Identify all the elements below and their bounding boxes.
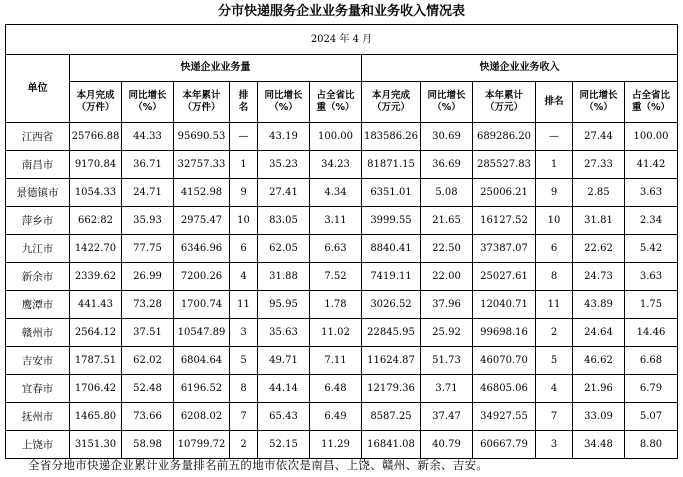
table-cell: 37387.07 — [473, 235, 536, 263]
table-cell: 9 — [230, 179, 258, 207]
table-cell: 7.52 — [310, 263, 362, 291]
table-row — [6, 403, 678, 431]
table-cell: 183586.26 — [362, 123, 421, 151]
revenue-col-header — [473, 82, 536, 123]
table-cell: 3151.30 — [70, 431, 122, 459]
table-cell: 6346.96 — [174, 235, 230, 263]
table-row — [6, 123, 678, 151]
table-cell: 1 — [536, 151, 573, 179]
table-cell: 1787.51 — [70, 347, 122, 375]
volume-col-header-line: 名 — [238, 102, 249, 113]
table-row — [6, 179, 678, 207]
table-cell: 100.00 — [625, 123, 678, 151]
table-cell: 35.93 — [122, 207, 174, 235]
table-cell: 3.63 — [625, 179, 678, 207]
table-cell: 2339.62 — [70, 263, 122, 291]
volume-col-header — [122, 82, 174, 123]
table-cell: 34.48 — [573, 431, 625, 459]
table-cell: 7200.26 — [174, 263, 230, 291]
table-cell: 8587.25 — [362, 403, 421, 431]
table-cell: 24.73 — [573, 263, 625, 291]
table-cell: 1 — [230, 151, 258, 179]
table-cell: 6351.01 — [362, 179, 421, 207]
table-cell: 6.68 — [625, 347, 678, 375]
table-cell: 37.96 — [421, 291, 473, 319]
table-cell: 1.75 — [625, 291, 678, 319]
region-name: 新余市 — [6, 263, 70, 291]
revenue-col-header-line: （万元） — [371, 102, 410, 113]
table-cell: 99698.16 — [473, 319, 536, 347]
region-name: 萍乡市 — [6, 207, 70, 235]
table-row — [6, 319, 678, 347]
table-cell: 11 — [230, 291, 258, 319]
table-cell: 77.75 — [122, 235, 174, 263]
table-cell: 1.78 — [310, 291, 362, 319]
table-cell: 37.51 — [122, 319, 174, 347]
table-cell: 35.23 — [258, 151, 310, 179]
table-cell: 8 — [230, 375, 258, 403]
table-cell: 37.47 — [421, 403, 473, 431]
revenue-col-header-line: （%） — [584, 102, 613, 113]
table-cell: 95690.53 — [174, 123, 230, 151]
table-cell: 6.63 — [310, 235, 362, 263]
table-cell: 10 — [230, 207, 258, 235]
revenue-col-header-line: 重（%） — [631, 102, 671, 113]
table-cell: 22.00 — [421, 263, 473, 291]
revenue-col-header — [362, 82, 421, 123]
table-cell: 10547.89 — [174, 319, 230, 347]
table-cell: 16127.52 — [473, 207, 536, 235]
table-cell: 44.14 — [258, 375, 310, 403]
volume-col-header — [230, 82, 258, 123]
table-cell: 62.05 — [258, 235, 310, 263]
table-cell: 22.50 — [421, 235, 473, 263]
table-cell: 3.11 — [310, 207, 362, 235]
table-cell: 21.65 — [421, 207, 473, 235]
table-row — [6, 375, 678, 403]
table-cell: 1422.70 — [70, 235, 122, 263]
table-cell: 22.62 — [573, 235, 625, 263]
table-cell: 83.05 — [258, 207, 310, 235]
region-name: 江西省 — [6, 123, 70, 151]
region-name: 抚州市 — [6, 403, 70, 431]
table-cell: 22845.95 — [362, 319, 421, 347]
volume-group-header: 快递企业业务量 — [70, 55, 362, 82]
table-row — [6, 235, 678, 263]
revenue-col-header — [421, 82, 473, 123]
volume-col-header-line: 同比增长 — [264, 90, 303, 101]
table-cell: 7419.11 — [362, 263, 421, 291]
table-cell: 25006.21 — [473, 179, 536, 207]
footnote: 全省分地市快递企业累计业务量排名前五的地市依次是南昌、上饶、赣州、新余、吉安。 — [28, 458, 489, 472]
table-cell: 1465.80 — [70, 403, 122, 431]
table-cell: 5.07 — [625, 403, 678, 431]
table-cell: 4 — [230, 263, 258, 291]
table-row — [6, 431, 678, 459]
table-cell: 27.33 — [573, 151, 625, 179]
table-cell: 441.43 — [70, 291, 122, 319]
table-cell: 31.88 — [258, 263, 310, 291]
table-cell: 9 — [536, 179, 573, 207]
revenue-group-header: 快递企业业务收入 — [362, 55, 678, 82]
table-cell: 7.11 — [310, 347, 362, 375]
volume-col-header — [70, 82, 122, 123]
volume-col-header-line: 同比增长 — [128, 90, 167, 101]
table-cell: 285527.83 — [473, 151, 536, 179]
table-cell: 43.19 — [258, 123, 310, 151]
table-cell: 11 — [536, 291, 573, 319]
table-cell: 30.69 — [421, 123, 473, 151]
table-cell: 12179.36 — [362, 375, 421, 403]
region-name: 九江市 — [6, 235, 70, 263]
table-cell: 25.92 — [421, 319, 473, 347]
table-cell: 25027.61 — [473, 263, 536, 291]
table-cell: 4.34 — [310, 179, 362, 207]
region-name: 上饶市 — [6, 431, 70, 459]
table-cell: 3 — [536, 431, 573, 459]
table-cell: 24.64 — [573, 319, 625, 347]
table-cell: 34927.55 — [473, 403, 536, 431]
table-cell: 662.82 — [70, 207, 122, 235]
volume-col-header-line: 重（%） — [316, 102, 355, 113]
table-cell: 5 — [536, 347, 573, 375]
table-cell: 2 — [536, 319, 573, 347]
table-cell: 46805.06 — [473, 375, 536, 403]
table-cell: 34.23 — [310, 151, 362, 179]
table-cell: 2.34 — [625, 207, 678, 235]
table-cell: 3.71 — [421, 375, 473, 403]
revenue-col-header-line: 同比增长 — [427, 90, 466, 101]
table-row — [6, 291, 678, 319]
table-row — [6, 263, 678, 291]
revenue-col-header — [536, 82, 573, 123]
table-cell: 73.28 — [122, 291, 174, 319]
table-cell: 6 — [230, 235, 258, 263]
table-row — [6, 151, 678, 179]
volume-col-header-line: 占全省比 — [316, 90, 355, 101]
table-cell: 40.79 — [421, 431, 473, 459]
table-cell: 11.29 — [310, 431, 362, 459]
table-row — [6, 207, 678, 235]
table-cell: 52.15 — [258, 431, 310, 459]
table-cell: 6804.64 — [174, 347, 230, 375]
table-cell: 46070.70 — [473, 347, 536, 375]
table-cell: 6 — [536, 235, 573, 263]
table-cell: 1054.33 — [70, 179, 122, 207]
table-cell: 95.95 — [258, 291, 310, 319]
table-cell: 8 — [536, 263, 573, 291]
region-name: 赣州市 — [6, 319, 70, 347]
table-cell: 3026.52 — [362, 291, 421, 319]
table-cell: — — [536, 123, 573, 151]
table-cell: 12040.71 — [473, 291, 536, 319]
table-cell: — — [230, 123, 258, 151]
table-cell: 6.49 — [310, 403, 362, 431]
volume-col-header — [258, 82, 310, 123]
table-cell: 24.71 — [122, 179, 174, 207]
revenue-col-header — [573, 82, 625, 123]
table-cell: 7 — [230, 403, 258, 431]
table-cell: 35.63 — [258, 319, 310, 347]
revenue-col-header-line: 同比增长 — [579, 90, 618, 101]
revenue-col-header-line: 排名 — [544, 96, 564, 107]
revenue-col-header-line: （%） — [432, 102, 461, 113]
table-cell: 6.79 — [625, 375, 678, 403]
table-cell: 8840.41 — [362, 235, 421, 263]
table-cell: 81871.15 — [362, 151, 421, 179]
table-cell: 2.85 — [573, 179, 625, 207]
volume-col-header-line: （%） — [133, 102, 162, 113]
table-cell: 49.71 — [258, 347, 310, 375]
table-cell: 689286.20 — [473, 123, 536, 151]
table-cell: 10 — [536, 207, 573, 235]
volume-col-header-line: （%） — [269, 102, 298, 113]
table-cell: 11624.87 — [362, 347, 421, 375]
table-cell: 3999.55 — [362, 207, 421, 235]
volume-col-header-line: （万件） — [76, 102, 115, 113]
unit-header: 单位 — [6, 55, 70, 123]
table-cell: 2564.12 — [70, 319, 122, 347]
table-cell: 44.33 — [122, 123, 174, 151]
table-cell: 100.00 — [310, 123, 362, 151]
table-cell: 43.89 — [573, 291, 625, 319]
table-cell: 41.42 — [625, 151, 678, 179]
table-cell: 2975.47 — [174, 207, 230, 235]
table-cell: 73.66 — [122, 403, 174, 431]
table-cell: 8.80 — [625, 431, 678, 459]
table-cell: 60667.79 — [473, 431, 536, 459]
table-cell: 65.43 — [258, 403, 310, 431]
region-name: 南昌市 — [6, 151, 70, 179]
table-cell: 6.48 — [310, 375, 362, 403]
revenue-col-header-line: 本年累计 — [484, 90, 523, 101]
table-cell: 51.73 — [421, 347, 473, 375]
table-cell: 36.71 — [122, 151, 174, 179]
table-cell: 25766.88 — [70, 123, 122, 151]
volume-col-header-line: 本年累计 — [182, 90, 221, 101]
table-cell: 46.62 — [573, 347, 625, 375]
revenue-col-header-line: 本月完成 — [371, 90, 410, 101]
table-cell: 5.08 — [421, 179, 473, 207]
table-cell: 6208.02 — [174, 403, 230, 431]
table-cell: 1700.74 — [174, 291, 230, 319]
volume-col-header-line: （万件） — [182, 102, 221, 113]
table-cell: 26.99 — [122, 263, 174, 291]
table-cell: 4 — [536, 375, 573, 403]
revenue-col-header-line: （万元） — [484, 102, 523, 113]
table-cell: 4152.98 — [174, 179, 230, 207]
table-cell: 7 — [536, 403, 573, 431]
table-cell: 1706.42 — [70, 375, 122, 403]
region-name: 鹰潭市 — [6, 291, 70, 319]
table-cell: 58.98 — [122, 431, 174, 459]
volume-col-header-line: 排 — [238, 90, 249, 101]
table-cell: 5 — [230, 347, 258, 375]
table-title: 分市快递服务企业业务量和业务收入情况表 — [217, 4, 465, 19]
table-cell: 52.48 — [122, 375, 174, 403]
table-cell: 27.41 — [258, 179, 310, 207]
table-cell: 3 — [230, 319, 258, 347]
volume-col-header — [310, 82, 362, 123]
table-cell: 10799.72 — [174, 431, 230, 459]
express-stats-table — [5, 24, 678, 459]
table-cell: 33.09 — [573, 403, 625, 431]
region-name: 吉安市 — [6, 347, 70, 375]
volume-col-header-line: 本月完成 — [76, 90, 115, 101]
table-cell: 14.46 — [625, 319, 678, 347]
table-cell: 6196.52 — [174, 375, 230, 403]
volume-col-header — [174, 82, 230, 123]
table-cell: 2 — [230, 431, 258, 459]
table-cell: 11.02 — [310, 319, 362, 347]
revenue-col-header-line: 占全省比 — [631, 90, 670, 101]
table-cell: 27.44 — [573, 123, 625, 151]
table-cell: 21.96 — [573, 375, 625, 403]
table-cell: 16841.08 — [362, 431, 421, 459]
revenue-col-header — [625, 82, 678, 123]
region-name: 宜春市 — [6, 375, 70, 403]
table-row — [6, 347, 678, 375]
table-cell: 36.69 — [421, 151, 473, 179]
table-cell: 62.02 — [122, 347, 174, 375]
report-date: 2024 年 4 月 — [6, 25, 678, 55]
table-cell: 31.81 — [573, 207, 625, 235]
region-name: 景德镇市 — [6, 179, 70, 207]
table-cell: 3.63 — [625, 263, 678, 291]
table-cell: 32757.33 — [174, 151, 230, 179]
table-cell: 9170.84 — [70, 151, 122, 179]
table-cell: 5.42 — [625, 235, 678, 263]
